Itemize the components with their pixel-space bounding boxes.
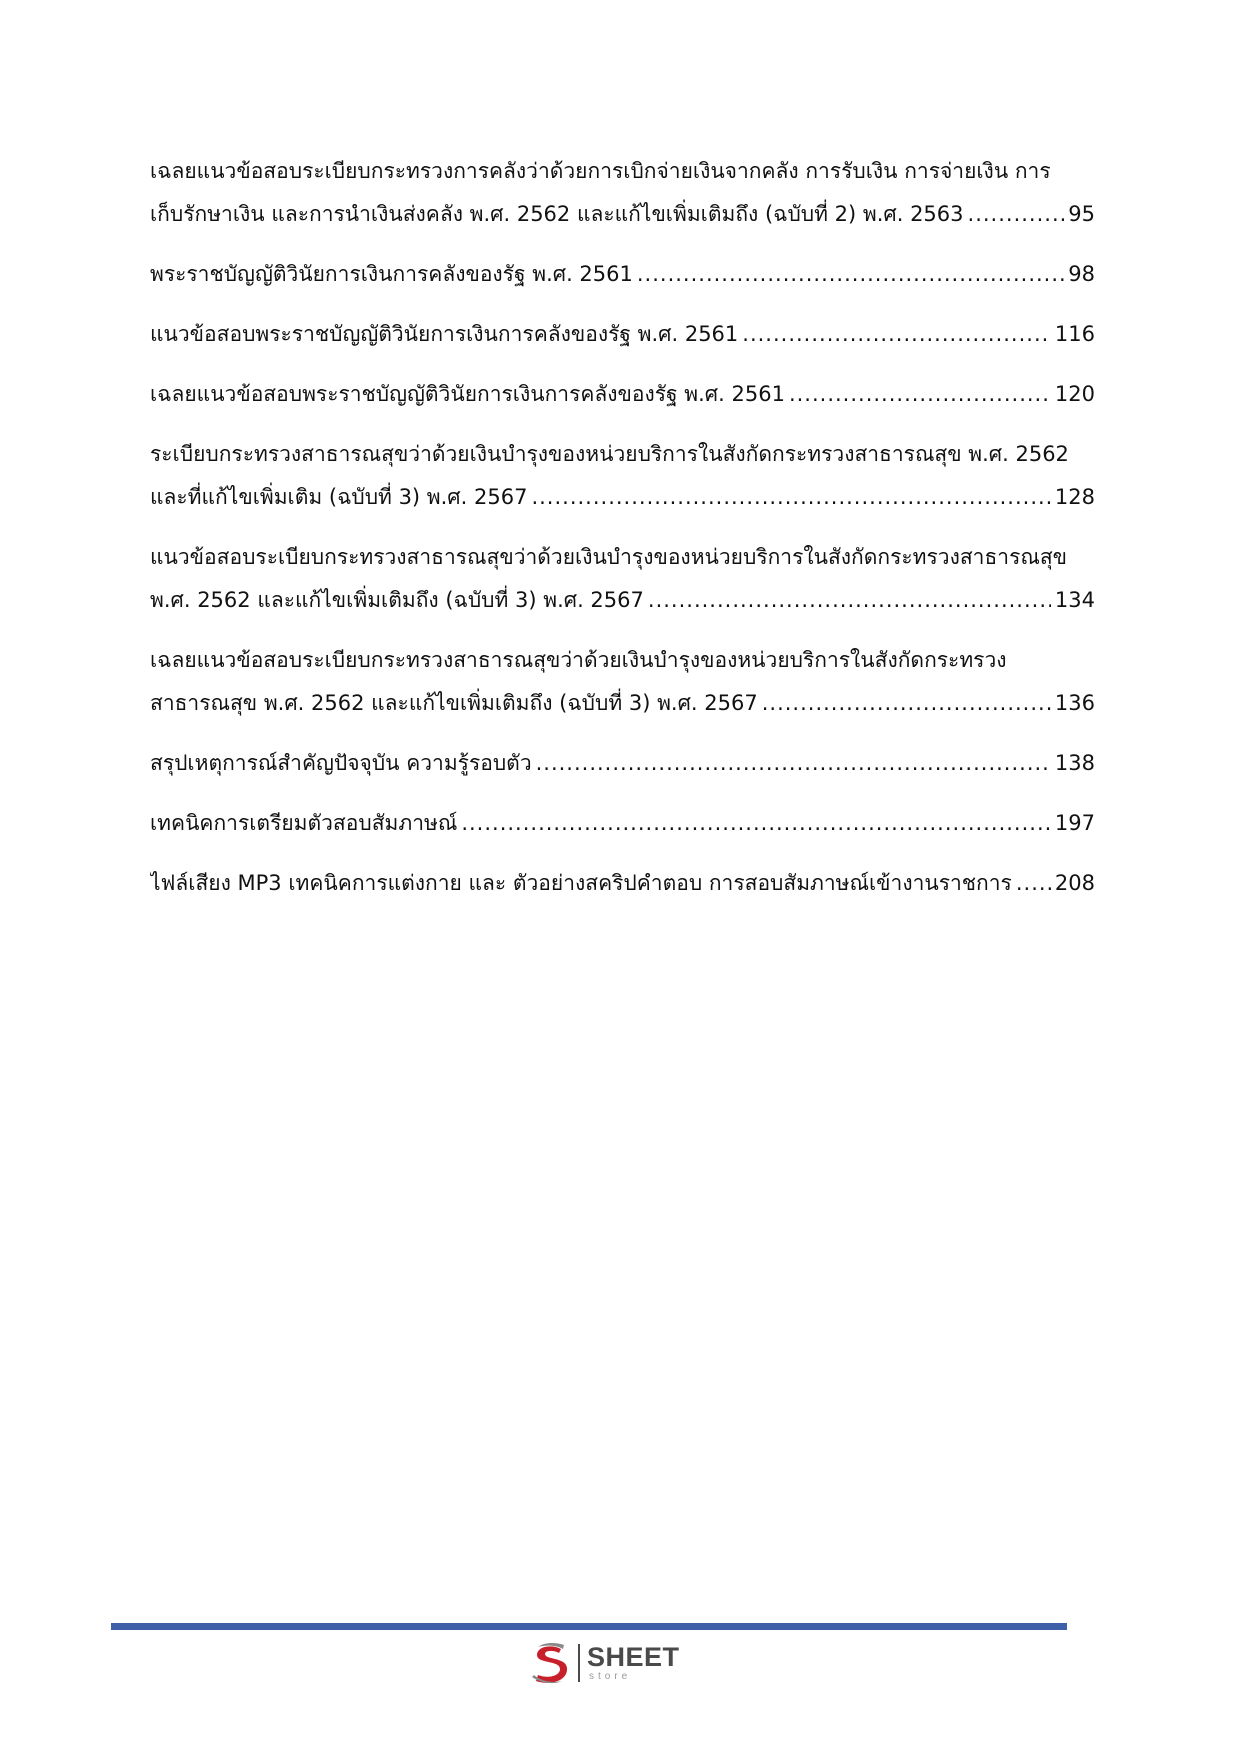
toc-entry-line [150,802,1095,845]
toc-page-number: 128 [1054,485,1095,509]
logo-word: SHEET [587,1642,680,1672]
toc-entry-line [150,253,1095,296]
toc-entry-line [150,862,1095,905]
toc-entry [150,253,1095,296]
toc-entry [150,313,1095,356]
toc-entry-title: เฉลยแนวข้อสอบระเบียบกระทรวงการคลังว่าด้วยการเบิกจ่ายเงินจากคลัง การรับเงิน การจ่ายเงิน การ [150,159,1051,183]
toc-page-number: 134 [1054,588,1095,612]
toc-page-number: 138 [1054,751,1095,775]
logo-separator [578,1644,580,1682]
toc-page-number: 98 [1068,262,1095,286]
toc-dot-leader [461,802,1051,845]
toc-entry-line [150,373,1095,416]
toc-entry-title: เก็บรักษาเงิน และการนำเงินส่งคลัง พ.ศ. 2562 และแก้ไขเพิ่มเติมถึง (ฉบับที่ 2) พ.ศ. 2563 [150,202,964,226]
toc-dot-leader [968,193,1065,236]
toc-entry-line [150,313,1095,356]
toc-entry [150,742,1095,785]
toc-entry [150,639,1095,725]
toc-entry-title: พ.ศ. 2562 และแก้ไขเพิ่มเติมถึง (ฉบับที่ 3) พ.ศ. 2567 [150,588,644,612]
toc-entry-title: สรุปเหตุการณ์สำคัญปัจจุบัน ความรู้รอบตัว [150,751,532,775]
toc-dot-leader [1016,862,1051,905]
toc-entry-title: พระราชบัญญัติวินัยการเงินการคลังของรัฐ พ.ศ. 2561 [150,262,633,286]
toc-entry-title: แนวข้อสอบพระราชบัญญัติวินัยการเงินการคลังของรัฐ พ.ศ. 2561 [150,322,739,346]
toc-dot-leader [531,476,1050,519]
toc-dot-leader [536,742,1051,785]
toc-dot-leader [742,313,1051,356]
toc-entry-line [150,476,1095,519]
toc-dot-leader [637,253,1064,296]
toc-entry [150,862,1095,905]
toc-entry-title: และที่แก้ไขเพิ่มเติม (ฉบับที่ 3) พ.ศ. 2567 [150,485,528,509]
toc-page-number: 116 [1054,322,1095,346]
toc-page-number: 208 [1054,871,1095,895]
toc-entry-line [150,193,1095,236]
toc-entry-title: ไฟล์เสียง MP3 เทคนิคการแต่งกาย และ ตัวอย่างสคริปคำตอบ การสอบสัมภาษณ์เข้างานราชการ [150,871,1012,895]
toc-entry-title: ระเบียบกระทรวงสาธารณสุขว่าด้วยเงินบำรุงของหน่วยบริการในสังกัดกระทรวงสาธารณสุข พ.ศ. 2562 [150,442,1069,466]
toc-entry-line [150,742,1095,785]
toc-entry [150,150,1095,236]
table-of-contents [150,150,1095,922]
toc-page-number: 197 [1054,811,1095,835]
toc-dot-leader [762,682,1051,725]
toc-entry [150,536,1095,622]
toc-entry-line [150,639,1095,682]
toc-page-number: 120 [1054,382,1095,406]
toc-entry-line [150,682,1095,725]
toc-entry-title: เทคนิคการเตรียมตัวสอบสัมภาษณ์ [150,811,458,835]
toc-entry-title: เฉลยแนวข้อสอบระเบียบกระทรวงสาธารณสุขว่าด้วยเงินบำรุงของหน่วยบริการในสังกัดกระทรวง [150,648,1007,672]
toc-entry-title: สาธารณสุข พ.ศ. 2562 และแก้ไขเพิ่มเติมถึง (ฉบับที่ 3) พ.ศ. 2567 [150,691,758,715]
sheet-store-logo-icon [528,1641,572,1685]
sheet-store-logo [528,1640,680,1686]
toc-dot-leader [648,579,1051,622]
toc-entry [150,373,1095,416]
footer-rule [111,1623,1067,1630]
logo-wordmark [587,1644,680,1682]
toc-page-number: 136 [1054,691,1095,715]
toc-entry-line [150,536,1095,579]
toc-entry-line [150,433,1095,476]
toc-entry-title: แนวข้อสอบระเบียบกระทรวงสาธารณสุขว่าด้วยเงินบำรุงของหน่วยบริการในสังกัดกระทรวงสาธารณสุข [150,545,1068,569]
logo-subword: store [589,1671,632,1682]
toc-entry-line [150,150,1095,193]
toc-page-number: 95 [1068,202,1095,226]
toc-entry-title: เฉลยแนวข้อสอบพระราชบัญญัติวินัยการเงินการคลังของรัฐ พ.ศ. 2561 [150,382,785,406]
toc-entry [150,802,1095,845]
toc-entry-line [150,579,1095,622]
toc-dot-leader [789,373,1051,416]
toc-entry [150,433,1095,519]
